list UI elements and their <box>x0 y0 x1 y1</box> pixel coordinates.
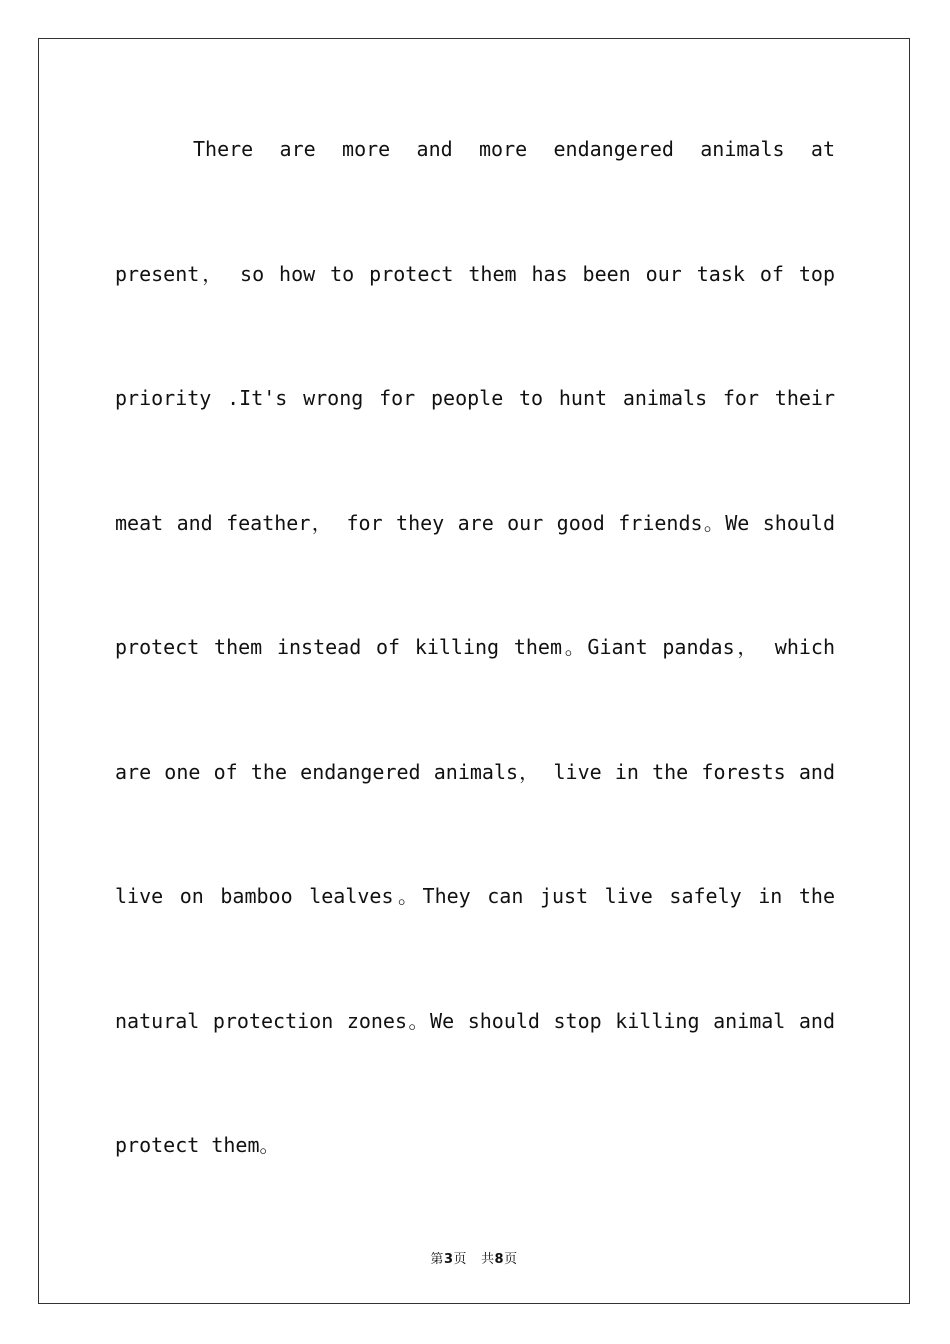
page-prefix: 第 <box>430 1252 444 1267</box>
page-number: 3 <box>443 1252 454 1267</box>
paragraph-line-6: are one of the endangered animals， live in the forests and <box>115 760 835 784</box>
paragraph-line-5: protect them instead of killing them。Giant pandas， which <box>115 635 835 659</box>
paragraph-line-8: natural protection zones。We should stop killing animal and <box>115 1009 835 1033</box>
total-suffix: 页 <box>504 1252 518 1267</box>
total-prefix: 共 <box>481 1252 495 1267</box>
paragraph-line-2: present， so how to protect them has been our task of top <box>115 262 835 286</box>
paragraph-line-1: There are more and more endangered animals at <box>193 137 835 161</box>
page-suffix: 页 <box>453 1252 467 1267</box>
paragraph-line-7: live on bamboo lealves。They can just live safely in the <box>115 884 835 908</box>
page-frame <box>38 38 910 1304</box>
total-pages: 8 <box>494 1252 505 1267</box>
page-footer <box>39 1248 909 1267</box>
paragraph-line-4: meat and feather， for they are our good friends。We should <box>115 511 835 535</box>
paragraph-line-3: priority .It's wrong for people to hunt animals for their <box>115 386 835 410</box>
paragraph-line-9: protect them。 <box>115 1133 280 1157</box>
